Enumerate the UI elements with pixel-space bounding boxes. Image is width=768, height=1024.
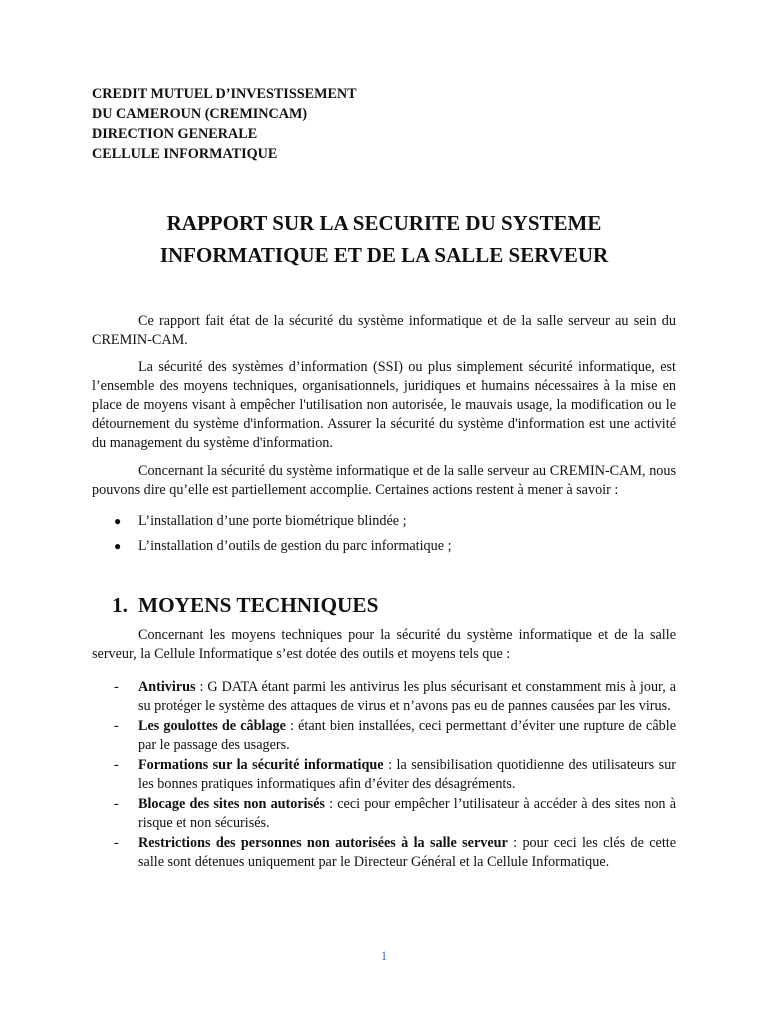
organization-header [92, 84, 676, 164]
list-item [92, 795, 676, 833]
item-term: Restrictions des personnes non autorisées à la salle serveur [138, 835, 508, 851]
intro-paragraph-3: Concernant la sécurité du système informatique et de la salle serveur au CREMIN-CAM, nous pouvons dire qu’elle est partiellement accomplie. Certaines actions restent à mener à savoir : [92, 463, 676, 498]
bullet-icon: ● [114, 514, 122, 528]
bullet-icon: ● [114, 539, 122, 553]
item-text: : G DATA étant parmi les antivirus les plus sécurisant et constamment mis à jour, a su protéger le système des attaques de virus et n’avons pas eu de pannes causées par les virus. [138, 679, 676, 714]
item-text: : pour ceci les clés de cette salle sont détenues uniquement par le Directeur Général et la Cellule Informatique. [138, 835, 676, 870]
item-term: Les goulottes de câblage [138, 718, 286, 734]
list-item-text: L’installation d’une porte biométrique blindée ; [138, 513, 407, 529]
intro-paragraph-2: La sécurité des systèmes d’information (SSI) ou plus simplement sécurité informatique, est l’ensemble des moyens techniques, organisationnels, juridiques et humains nécessaires à la mise en place de moyens visant à empêcher l'utilisation non autorisée, le mauvais usage, la modification ou le détournement du système d'information. Assurer la sécurité du système d'information est une activité du management du système d'information. [92, 359, 676, 451]
item-term: Antivirus [138, 679, 196, 695]
list-item [92, 756, 676, 794]
list-item [92, 678, 676, 716]
intro-paragraph-1: Ce rapport fait état de la sécurité du système informatique et de la salle serveur au sein du CREMIN-CAM. [92, 313, 676, 348]
list-item [92, 717, 676, 755]
item-text: : étant bien installées, ceci permettant d’éviter une rupture de câble par le passage des usagers. [138, 718, 676, 753]
item-text: : la sensibilisation quotidienne des utilisateurs sur les bonnes pratiques informatiques afin d’éviter des désagréments. [138, 757, 677, 792]
dash-marker: - [114, 835, 119, 851]
title-line-1: RAPPORT SUR LA SECURITE DU SYSTEME [166, 211, 602, 235]
title-line-2: INFORMATIQUE ET DE LA SALLE SERVEUR [159, 243, 609, 267]
list-item [92, 834, 676, 872]
org-line-3: DIRECTION GENERALE [92, 126, 258, 142]
item-term: Formations sur la sécurité informatique [138, 757, 384, 773]
list-item [92, 537, 676, 556]
dash-marker: - [114, 679, 119, 695]
technical-means-list [92, 678, 676, 872]
item-text: : ceci pour empêcher l’utilisateur à accéder à des sites non à risque et non sécurisés. [138, 796, 676, 831]
list-item [92, 512, 676, 531]
document-page [92, 84, 676, 873]
document-title [92, 207, 676, 271]
list-item-text: L’installation d’outils de gestion du parc informatique ; [138, 538, 452, 554]
org-line-2: DU CAMEROUN (CREMINCAM) [92, 106, 308, 122]
section-heading-text: MOYENS TECHNIQUES [138, 593, 379, 617]
section-number: 1. [112, 593, 128, 617]
dash-marker: - [114, 796, 119, 812]
dash-marker: - [114, 757, 119, 773]
section-intro-paragraph: Concernant les moyens techniques pour la sécurité du système informatique et de la salle serveur, la Cellule Informatique s’est dotée des outils et moyens tels que : [92, 627, 676, 662]
org-line-4: CELLULE INFORMATIQUE [92, 146, 278, 162]
pending-actions-list [92, 512, 676, 556]
item-term: Blocage des sites non autorisés [138, 796, 325, 812]
org-line-1: CREDIT MUTUEL D’INVESTISSEMENT [92, 86, 357, 102]
page-number: 1 [380, 948, 388, 963]
dash-marker: - [114, 718, 119, 734]
section-heading [92, 593, 676, 617]
